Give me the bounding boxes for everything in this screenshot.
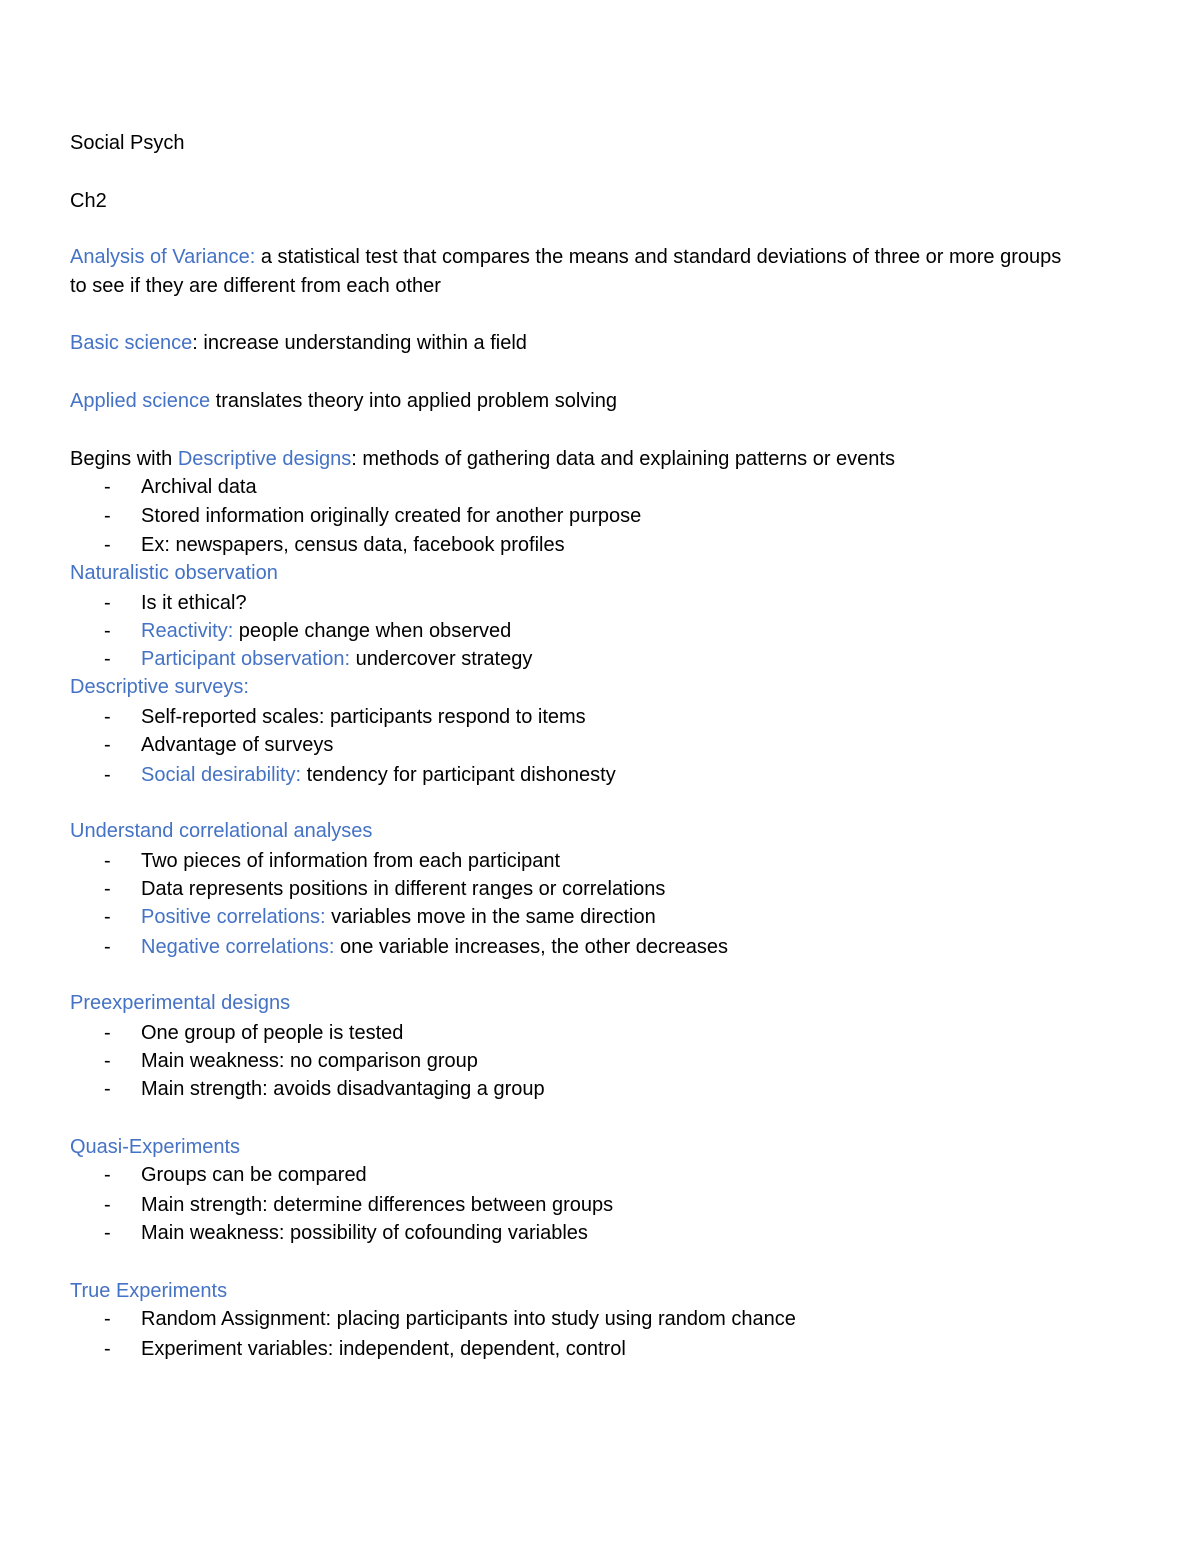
list-item-text: Advantage of surveys	[141, 734, 334, 756]
bullet-dash: -	[104, 1222, 111, 1244]
list-item-text	[141, 645, 532, 674]
bullet-dash: -	[104, 534, 111, 556]
descriptive-designs-definition	[70, 445, 895, 474]
bullet-dash: -	[104, 936, 111, 958]
positive-correlations-def: variables move in the same direction	[325, 906, 656, 928]
list-item-text	[141, 903, 656, 932]
bullet-dash: -	[104, 764, 111, 786]
bullet-dash: -	[104, 1078, 111, 1100]
bullet-dash: -	[104, 505, 111, 527]
bullet-dash: -	[104, 476, 111, 498]
bullet-dash: -	[104, 1194, 111, 1216]
quasi-heading: Quasi-Experiments	[70, 1136, 241, 1158]
social-desirability-term: Social desirability:	[141, 764, 302, 786]
anova-definition	[70, 243, 1080, 301]
descriptive-prefix: Begins with	[70, 448, 178, 470]
anova-term: Analysis of Variance:	[70, 246, 256, 268]
positive-correlations-term: Positive correlations:	[141, 906, 326, 928]
true-experiments-heading: True Experiments	[70, 1280, 228, 1302]
applied-science-def: translates theory into applied problem solving	[210, 390, 617, 412]
reactivity-term: Reactivity:	[141, 620, 234, 642]
bullet-dash: -	[104, 1338, 111, 1360]
list-item-text	[141, 761, 616, 790]
bullet-dash: -	[104, 906, 111, 928]
doc-title: Social Psych	[70, 132, 185, 154]
participant-observation-term: Participant observation:	[141, 648, 351, 670]
list-item-text: Experiment variables: independent, dependent, control	[141, 1338, 626, 1360]
reactivity-def: people change when observed	[233, 620, 512, 642]
basic-science-term: Basic science	[70, 332, 193, 354]
basic-science-def: : increase understanding within a field	[192, 332, 527, 354]
bullet-dash: -	[104, 1022, 111, 1044]
bullet-dash: -	[104, 878, 111, 900]
bullet-dash: -	[104, 850, 111, 872]
bullet-dash: -	[104, 620, 111, 642]
anova-def: a statistical test that compares the means and standard deviations of three or more groups to see if they are different from each other	[70, 246, 1062, 297]
list-item-text: Two pieces of information from each participant	[141, 850, 561, 872]
negative-correlations-def: one variable increases, the other decreases	[334, 936, 729, 958]
negative-correlations-term: Negative correlations:	[141, 936, 335, 958]
list-item-text: Stored information originally created for another purpose	[141, 505, 642, 527]
participant-observation-def: undercover strategy	[350, 648, 533, 670]
bullet-dash: -	[104, 706, 111, 728]
bullet-dash: -	[104, 592, 111, 614]
list-item-text	[141, 617, 511, 646]
chapter-label: Ch2	[70, 190, 107, 212]
surveys-heading: Descriptive surveys:	[70, 676, 249, 698]
correlational-heading: Understand correlational analyses	[70, 820, 373, 842]
list-item-text: Main weakness: no comparison group	[141, 1050, 478, 1072]
bullet-dash: -	[104, 1164, 111, 1186]
social-desirability-def: tendency for participant dishonesty	[301, 764, 616, 786]
basic-science-definition	[70, 329, 527, 358]
list-item-text	[141, 933, 728, 962]
applied-science-definition	[70, 387, 617, 416]
list-item-text: One group of people is tested	[141, 1022, 404, 1044]
list-item-text: Ex: newspapers, census data, facebook profiles	[141, 534, 565, 556]
preexperimental-heading: Preexperimental designs	[70, 992, 291, 1014]
naturalistic-heading: Naturalistic observation	[70, 562, 278, 584]
descriptive-designs-term: Descriptive designs	[177, 448, 352, 470]
list-item-text: Main strength: determine differences between groups	[141, 1194, 614, 1216]
list-item-text: Data represents positions in different ranges or correlations	[141, 878, 666, 900]
list-item-text: Archival data	[141, 476, 257, 498]
descriptive-designs-def: : methods of gathering data and explaining patterns or events	[351, 448, 895, 470]
list-item-text: Groups can be compared	[141, 1164, 367, 1186]
list-item-text: Is it ethical?	[141, 592, 247, 614]
bullet-dash: -	[104, 1308, 111, 1330]
bullet-dash: -	[104, 734, 111, 756]
bullet-dash: -	[104, 1050, 111, 1072]
list-item-text: Main weakness: possibility of cofounding variables	[141, 1222, 588, 1244]
applied-science-term: Applied science	[70, 390, 211, 412]
list-item-text: Main strength: avoids disadvantaging a group	[141, 1078, 545, 1100]
list-item-text: Self-reported scales: participants respond to items	[141, 706, 586, 728]
list-item-text: Random Assignment: placing participants into study using random chance	[141, 1308, 796, 1330]
bullet-dash: -	[104, 648, 111, 670]
